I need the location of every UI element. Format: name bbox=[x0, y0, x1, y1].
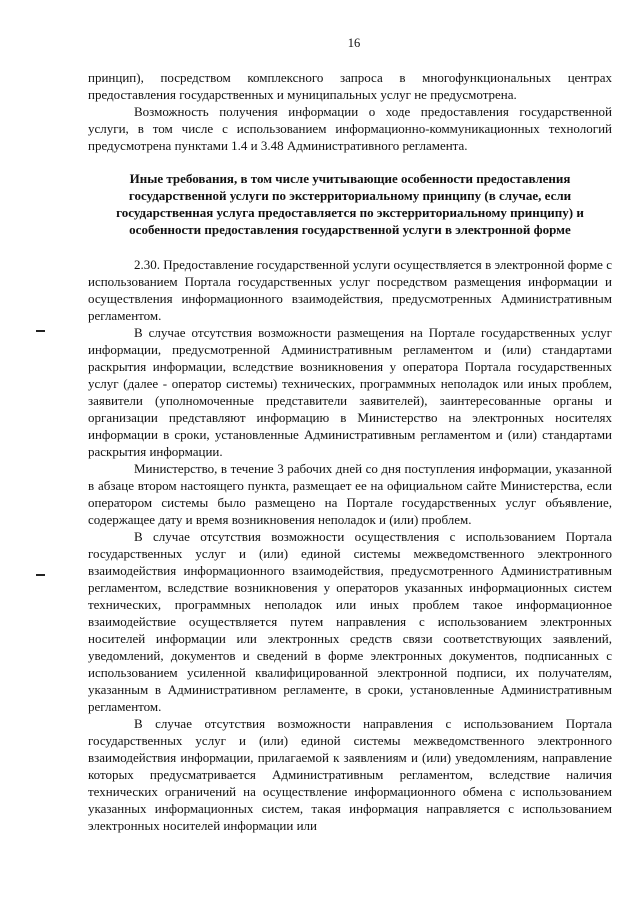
margin-dash-mark bbox=[36, 330, 45, 332]
paragraph-portal-unavailable: В случае отсутствия возможности размещения на Портале государственных услуг информации, предусмотренной Административным регламентом и (или) стандартами раскрытия информации, вследствие возникновения у оператора Портала государственных услуг (далее - оператор системы) технических, программных неполадок или иных проблем, заявители (уполномоченные представители заявителей), заинтересованные органы и организации представляют информацию в Министерство на электронных носителях информации в сроки, установленные Административным регламентом и (или) стандартами раскрытия информации. bbox=[88, 325, 612, 459]
paragraph-2-30: 2.30. Предоставление государственной услуги осуществляется в электронной форме с использованием Портала государственных услуг посредством размещения информации и осуществления информационного взаимодействия, предусмотренных Административным регламентом. bbox=[88, 257, 612, 323]
paragraph-ministry: Министерство, в течение 3 рабочих дней со дня поступления информации, указанной в абзаце втором настоящего пункта, размещает ее на официальном сайте Министерства, если оператором системы было размещено на Портале государственных услуг объявление, содержащее дату и время возникновения неполадок и (или) проблем. bbox=[88, 461, 612, 527]
paragraph-top-1: принцип), посредством комплексного запроса в многофункциональных центрах предоставления государственных и муниципальных услуг не предусмотрена. bbox=[88, 70, 612, 102]
paragraph-sending-unavailable: В случае отсутствия возможности направления с использованием Портала государственных услуг и (или) единой системы межведомственного электронного взаимодействия информации, прилагаемой к заявлениям и (или) уведомлениям, направление которых предусматривается Административным регламентом, вследствие наличия технических ограничений на осуществление информационного обмена с использованием указанных информационных систем, такая информация направляется с использованием электронных носителей информации или bbox=[88, 716, 612, 833]
paragraph-top-2: Возможность получения информации о ходе предоставления государственной услуги, в том числе с использованием информационно-коммуникационных технологий предусмотрена пунктами 1.4 и 3.48 Административного регламента. bbox=[88, 104, 612, 153]
paragraph-interaction-unavailable: В случае отсутствия возможности осуществления с использованием Портала государственных услуг и (или) единой системы межведомственного электронного взаимодействия информационного взаимодействия, предусмотренного Административным регламентом, вследствие возникновения у операторов указанных информационных систем технических, программных неполадок или иных проблем такое информационное взаимодействие осуществляется путем направления с использованием электронных носителей информации или электронных средств связи соответствующих заявлений, уведомлений, документов и сведений в форме электронных документов, подписанных с использованием усиленной квалифицированной электронной подписи, их получателям, указанным в Административном регламенте, в сроки, установленные Административным регламентом. bbox=[88, 529, 612, 714]
page-number: 16 bbox=[347, 36, 361, 50]
section-heading: Иные требования, в том числе учитывающие особенности предоставления государственной услуги по экстерриториальному принципу (в случае, если государственная услуга предоставляется по экстерриториальному принципу) и особенности предоставления государственной услуги в электронной форме bbox=[116, 171, 584, 237]
margin-dash-mark bbox=[36, 574, 45, 576]
